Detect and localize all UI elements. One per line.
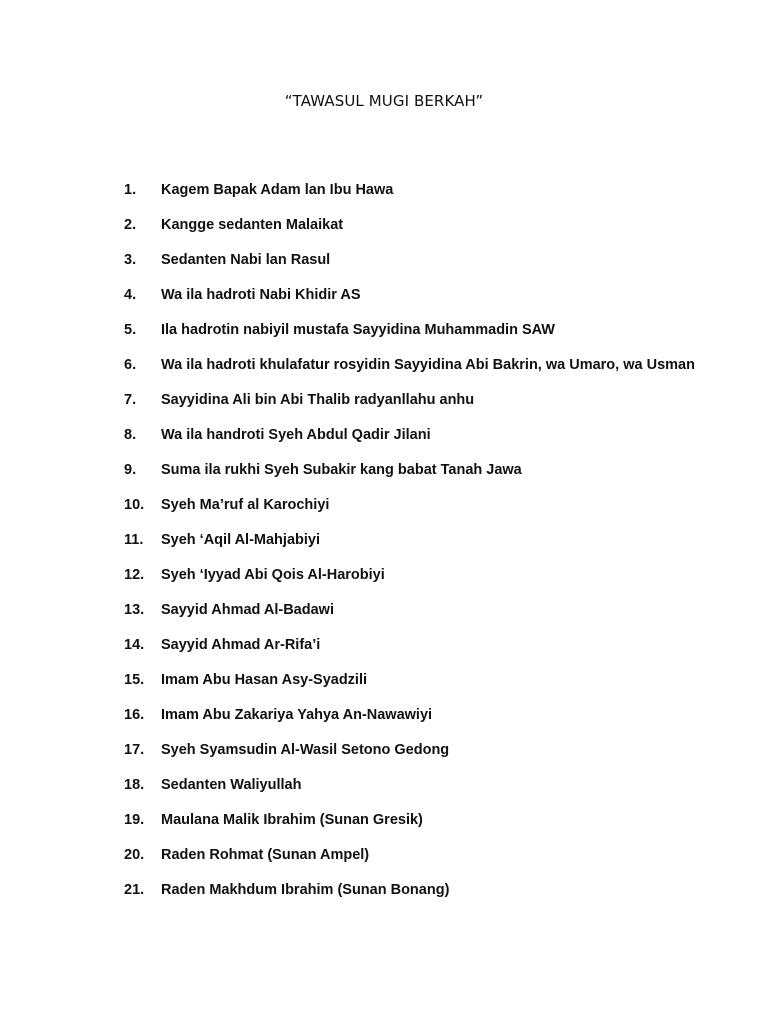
item-number: 6. (124, 357, 137, 373)
item-text: Wa ila hadroti khulafatur rosyidin Sayyidina Abi Bakrin, wa Umaro, wa Usman (161, 357, 695, 373)
list-item (0, 738, 768, 763)
item-number: 13. (124, 602, 145, 618)
item-text: Maulana Malik Ibrahim (Sunan Gresik) (161, 812, 423, 828)
list-item (0, 493, 768, 518)
list-item (0, 248, 768, 273)
item-number: 7. (124, 392, 137, 408)
list-item (0, 703, 768, 728)
list-item (0, 388, 768, 413)
item-text: Kangge sedanten Malaikat (161, 217, 344, 233)
list-item (0, 353, 768, 378)
item-text: Sedanten Nabi lan Rasul (161, 252, 331, 268)
item-number: 17. (124, 742, 145, 758)
item-text: Wa ila handroti Syeh Abdul Qadir Jilani (161, 427, 431, 443)
list-item (0, 178, 768, 203)
item-text: Syeh ‘Iyyad Abi Qois Al-Harobiyi (161, 567, 385, 583)
item-number: 18. (124, 777, 145, 793)
list-item (0, 458, 768, 483)
item-number: 12. (124, 567, 145, 583)
item-number: 20. (124, 847, 145, 863)
list-item (0, 213, 768, 238)
item-text: Raden Rohmat (Sunan Ampel) (161, 847, 370, 863)
item-text: Sayyidina Ali bin Abi Thalib radyanllahu anhu (161, 392, 475, 408)
page-title: “TAWASUL MUGI BERKAH” (284, 92, 484, 110)
item-text: Syeh ‘Aqil Al-Mahjabiyi (161, 532, 320, 548)
list-item (0, 283, 768, 308)
item-number: 16. (124, 707, 145, 723)
list-item (0, 843, 768, 868)
item-number: 1. (124, 182, 137, 198)
list-item (0, 563, 768, 588)
list-item (0, 423, 768, 448)
item-number: 5. (124, 322, 137, 338)
item-number: 11. (124, 532, 144, 548)
item-text: Ila hadrotin nabiyil mustafa Sayyidina Muhammadin SAW (161, 322, 555, 338)
item-number: 19. (124, 812, 145, 828)
item-text: Suma ila rukhi Syeh Subakir kang babat Tanah Jawa (161, 462, 522, 478)
list-item (0, 318, 768, 343)
item-number: 21. (124, 882, 145, 898)
item-text: Imam Abu Zakariya Yahya An-Nawawiyi (161, 707, 433, 723)
list-item (0, 633, 768, 658)
list-item (0, 598, 768, 623)
item-number: 8. (124, 427, 137, 443)
item-number: 4. (124, 287, 137, 303)
item-text: Syeh Ma’ruf al Karochiyi (161, 497, 330, 513)
item-text: Kagem Bapak Adam lan Ibu Hawa (161, 182, 394, 198)
item-text: Sayyid Ahmad Ar-Rifa’i (161, 637, 321, 653)
item-text: Imam Abu Hasan Asy-Syadzili (161, 672, 368, 688)
item-text: Sedanten Waliyullah (161, 777, 302, 793)
item-number: 9. (124, 462, 137, 478)
item-text: Sayyid Ahmad Al-Badawi (161, 602, 334, 618)
item-number: 3. (124, 252, 137, 268)
item-text: Wa ila hadroti Nabi Khidir AS (161, 287, 361, 303)
list-item (0, 808, 768, 833)
item-number: 2. (124, 217, 137, 233)
list-item (0, 878, 768, 903)
item-number: 14. (124, 637, 145, 653)
list-item (0, 528, 768, 553)
item-number: 15. (124, 672, 145, 688)
item-number: 10. (124, 497, 145, 513)
list-item (0, 668, 768, 693)
item-text: Syeh Syamsudin Al-Wasil Setono Gedong (161, 742, 450, 758)
item-text: Raden Makhdum Ibrahim (Sunan Bonang) (161, 882, 450, 898)
list-item (0, 773, 768, 798)
tawasul-list (0, 178, 768, 913)
